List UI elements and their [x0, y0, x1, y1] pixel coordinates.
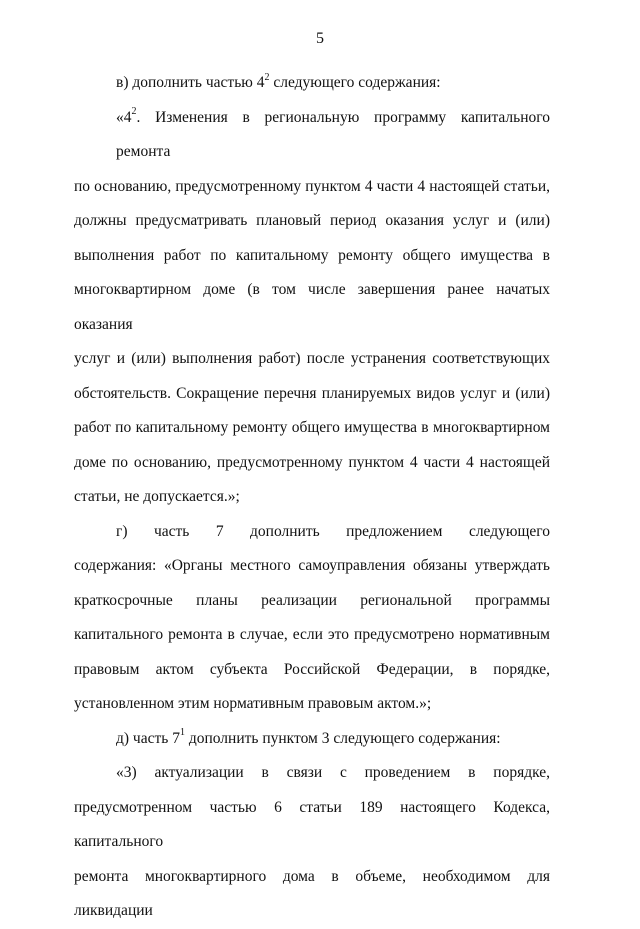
item-d-first: «3) актуализации в связи с проведением в порядке, [116, 764, 550, 781]
text-line: краткосрочные планы реализации региональной программы [74, 591, 550, 609]
text-line: многоквартирном доме (в том числе завершения ранее начатых оказания [74, 281, 550, 333]
item-v-intro: в) дополнить частью $4^2$ следующего содержания: [116, 71, 441, 91]
text-line: правовым актом субъекта Российской Федерации, в порядке, [74, 660, 550, 678]
text-line: должны предусматривать плановый период оказания услуг и (или) [74, 212, 550, 229]
text-line: капитального ремонта в случае, если это предусмотрено нормативным [74, 626, 550, 643]
text-line: установленном этим нормативным правовым актом.»; [74, 695, 432, 712]
text-line: ремонта многоквартирного дома в объеме, необходимом для ликвидации [74, 867, 550, 919]
text-line: доме по основанию, предусмотренному пунктом 4 части 4 настоящей [74, 453, 550, 471]
item-d-intro: д) часть $7^1$ дополнить пунктом 3 следующего содержания: [116, 727, 501, 747]
text-line: выполнения работ по капитальному ремонту общего имущества в [74, 246, 550, 264]
text-line: предусмотренном частью 6 статьи 189 настоящего Кодекса, капитального [74, 798, 550, 850]
text-line: обстоятельств. Сокращение перечня планируемых видов услуг и (или) [74, 384, 550, 402]
text-line: статьи, не допускается.»; [74, 488, 240, 505]
text-line: услуг и (или) выполнения работ) после устранения соответствующих [74, 350, 550, 367]
text-line: работ по капитальному ремонту общего имущества в многоквартирном [74, 419, 550, 436]
item-v-quote-start: «$4^2$. Изменения в региональную программу капитального ремонта [116, 106, 550, 160]
text-line: содержания: «Органы местного самоуправления обязаны утверждать [74, 557, 550, 574]
page-number: 5 [316, 30, 324, 47]
text-line: по основанию, предусмотренному пунктом 4 части 4 настоящей статьи, [74, 177, 550, 195]
document-body [74, 66, 550, 929]
item-g-first: г) часть 7 дополнить предложением следующего [116, 522, 550, 540]
